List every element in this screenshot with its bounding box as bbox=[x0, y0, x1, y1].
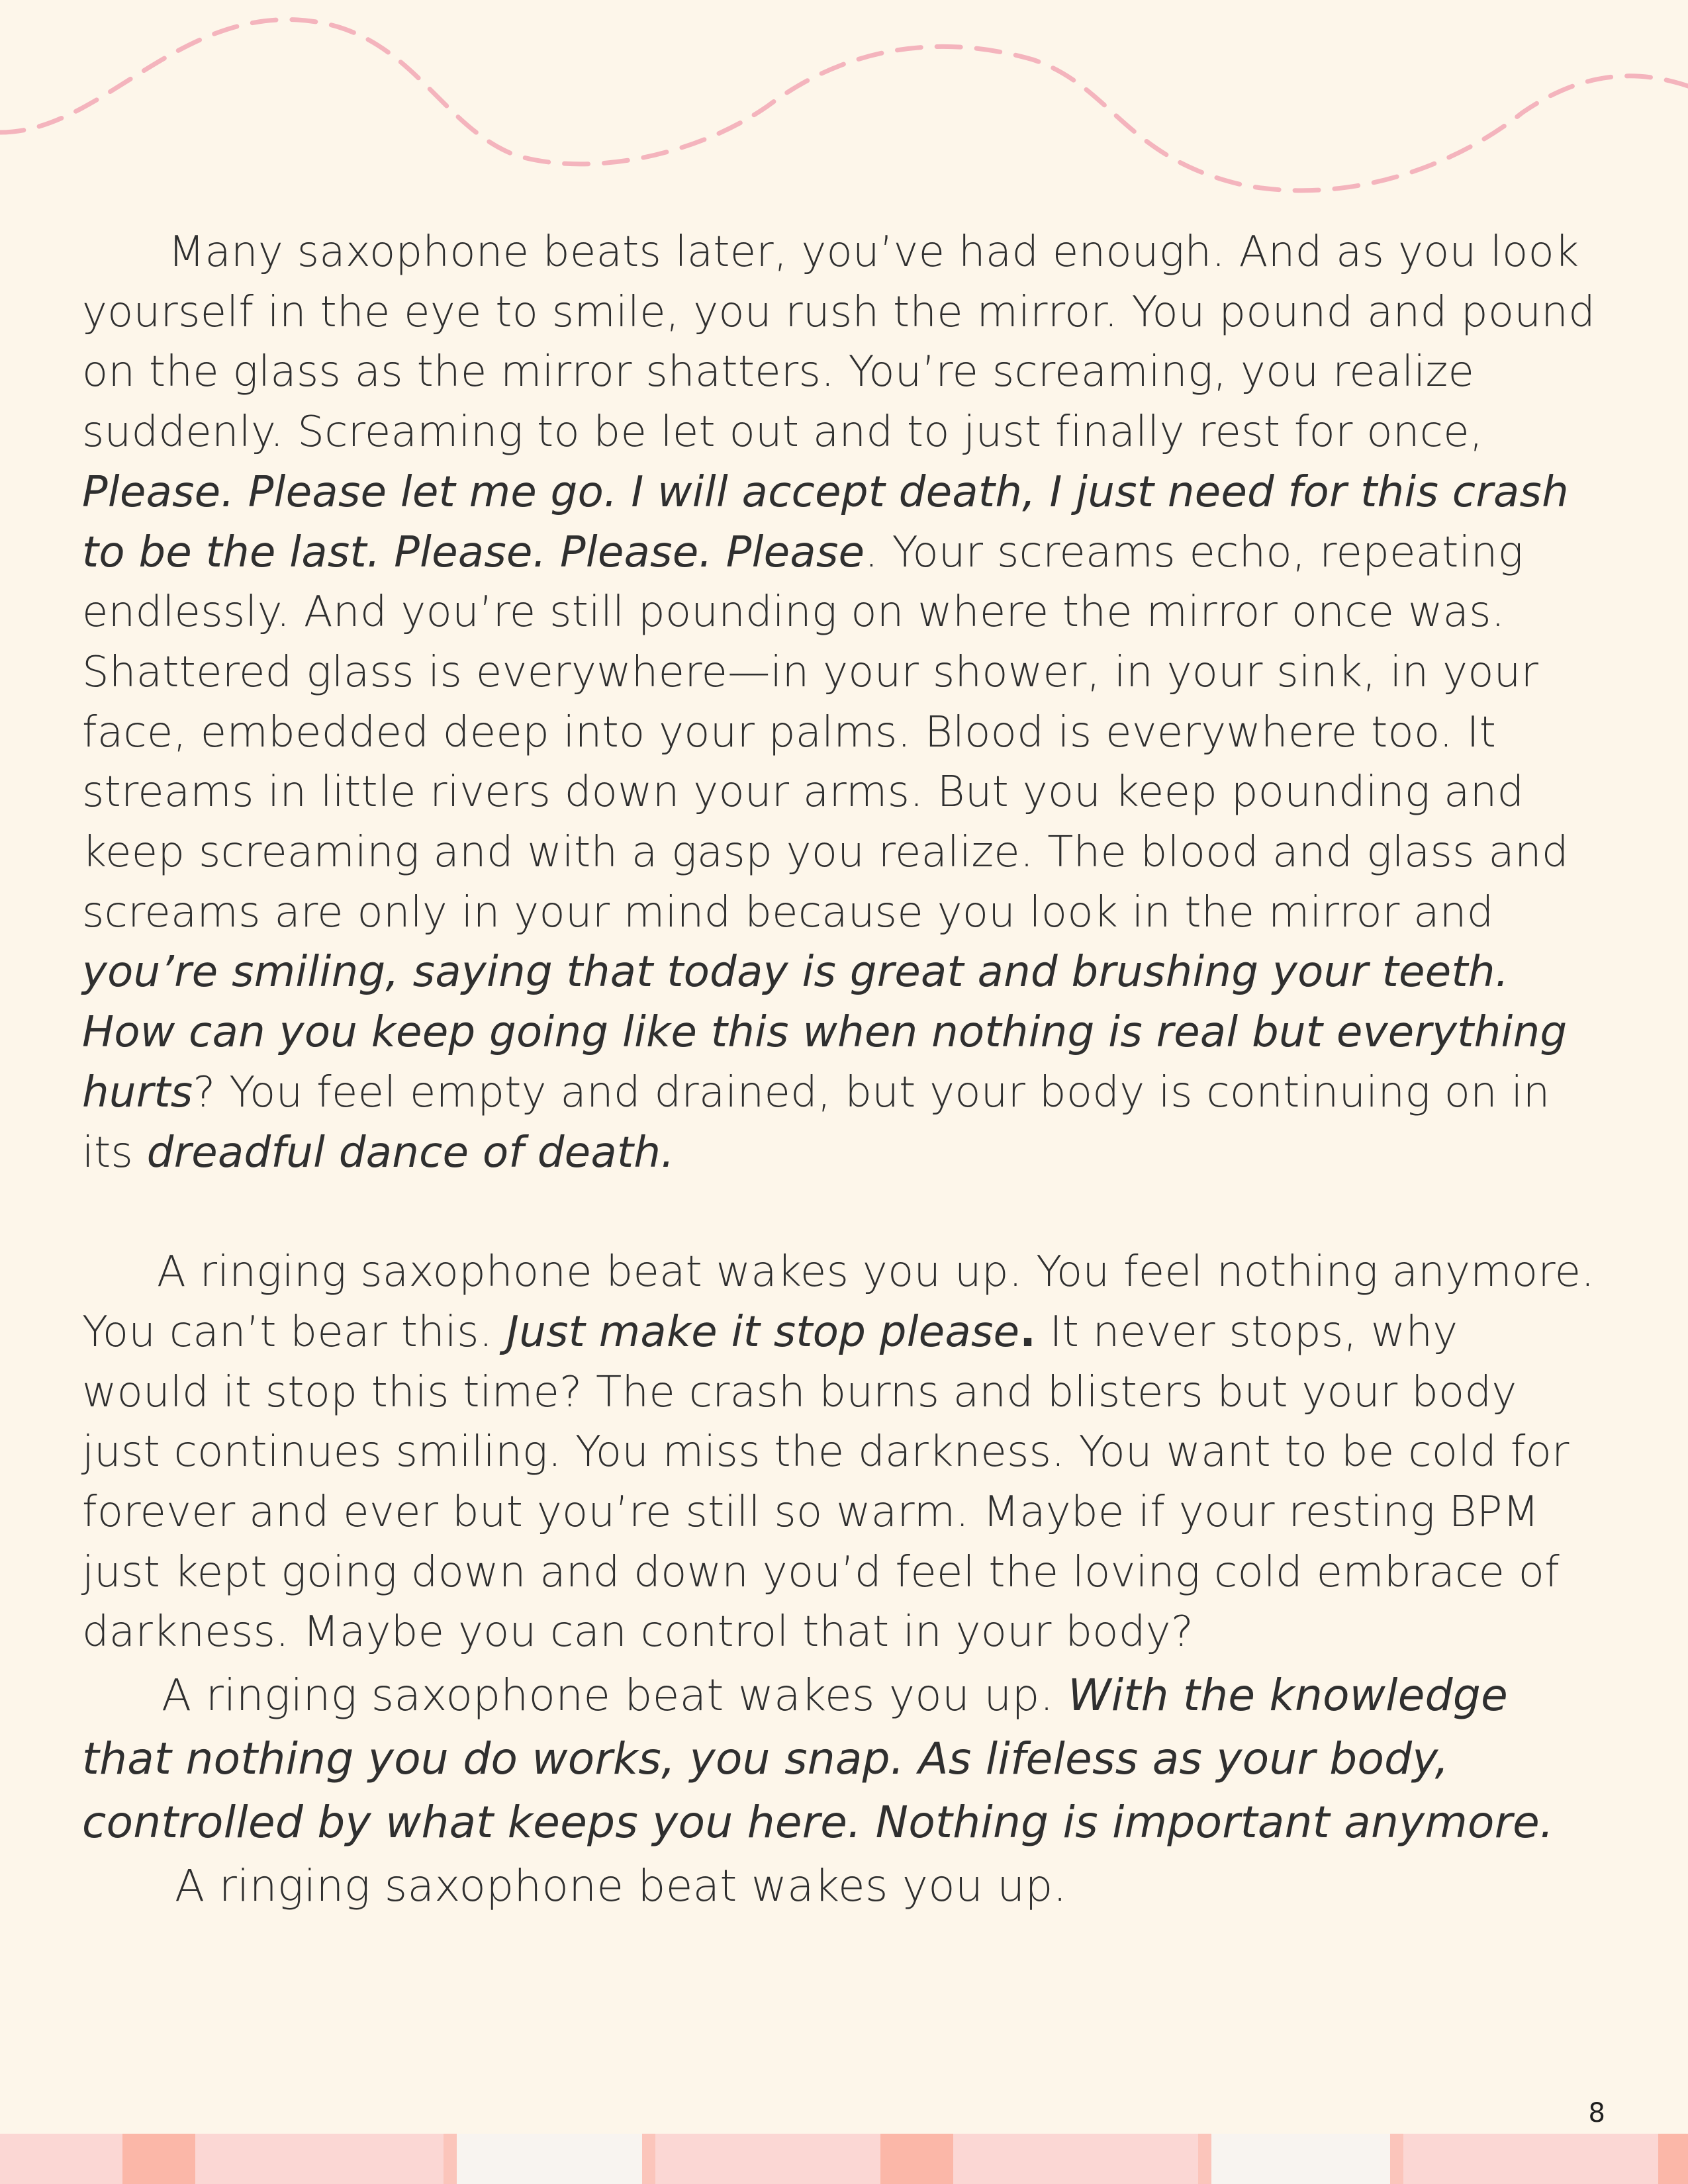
text-run: A ringing saxophone beat wakes you up. You feel nothing anymore. You can’t bear this. bbox=[82, 1248, 1595, 1357]
italic-text-run: Please. Please let me go. I will accept death, I just need for this crash to be the last. Please. Please. Please bbox=[82, 467, 1569, 577]
paragraph bbox=[82, 222, 1598, 1183]
text-run: A ringing saxophone beat wakes you up. bbox=[175, 1860, 1067, 1912]
italic-text-run: With the knowledge that nothing you do works, you snap. As lifeless as your body, controlled by what keeps you here. Nothing is important anymore. bbox=[82, 1670, 1554, 1848]
paragraph bbox=[82, 1854, 1598, 1918]
text-run: . Your screams echo, repeating endlessly. And you’re still pounding on where the mirror once was. Shattered glass is everywhere—in your shower, in your sink, in your face, embedded deep into your palms. Blood is everywhere too. It streams in little rivers down your arms. But you keep pounding and keep screaming and with a gasp you realize. The blood and glass and screams are only in your mind because you look in the mirror and bbox=[82, 527, 1569, 937]
decorative-dashed-wave bbox=[0, 0, 1688, 212]
text-run: ? You feel empty and drained, but your body is continuing on in its bbox=[82, 1068, 1550, 1177]
text-run: Many saxophone beats later, you’ve had enough. And as you look yourself in the eye to smile, you rush the mirror. You pound and pound on the glass as the mirror shatters. You’re screaming, you realize suddenly. Screaming to be let out and to just finally rest for once, bbox=[82, 228, 1596, 457]
bold-text-run: . bbox=[1019, 1307, 1036, 1357]
page-number: 8 bbox=[1588, 2098, 1605, 2128]
italic-text-run: dreadful dance of death. bbox=[146, 1128, 675, 1177]
story-text bbox=[82, 222, 1598, 1918]
decorative-footer-stripe bbox=[0, 2134, 1688, 2184]
text-run: A ringing saxophone beat wakes you up. bbox=[162, 1670, 1068, 1721]
paragraph bbox=[82, 1664, 1598, 1854]
paragraph bbox=[82, 1242, 1598, 1662]
italic-text-run: you’re smiling, saying that today is great and brushing your teeth. How can you keep going like this when nothing is real but everything hurts bbox=[82, 948, 1568, 1117]
italic-text-run: Just make it stop please bbox=[506, 1307, 1020, 1357]
text-run: It never stops, why would it stop this time? The crash burns and blisters but your body just continues smiling. You miss the darkness. You want to be cold for forever and ever but you’re still so warm. Maybe if your resting BPM just kept going down and down you’d feel the loving cold embrace of darkness. Maybe you can control that in your body? bbox=[82, 1307, 1570, 1657]
